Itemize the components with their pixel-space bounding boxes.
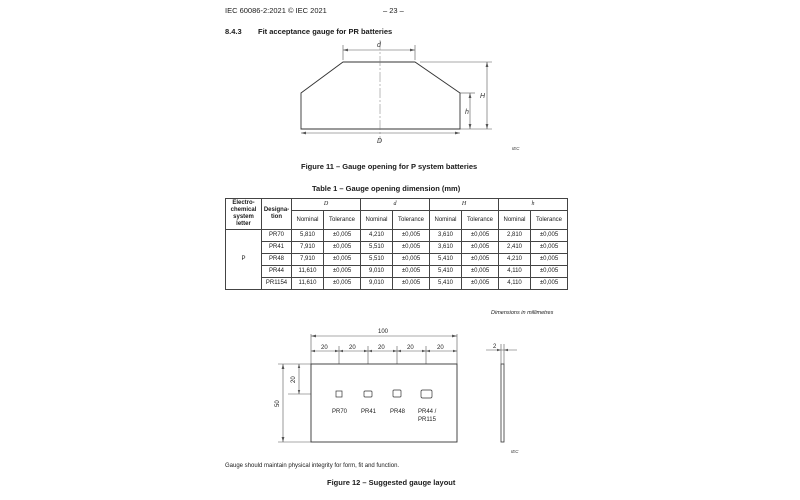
value-cell: ±0,005 bbox=[462, 266, 499, 278]
overall-width-label: 100 bbox=[378, 329, 389, 335]
system-letter-cell: P bbox=[226, 230, 262, 290]
spacing-label: 20 bbox=[378, 345, 385, 351]
label-d: d bbox=[377, 42, 381, 49]
opening-label-pr48: PR48 bbox=[390, 409, 406, 415]
opening-label-pr41: PR41 bbox=[361, 409, 377, 415]
designation-cell: PR41 bbox=[262, 242, 292, 254]
figure-11-gauge-opening bbox=[0, 0, 800, 160]
value-cell: ±0,005 bbox=[531, 254, 568, 266]
doc-reference: IEC 60086-2:2021 © IEC 2021 bbox=[225, 6, 327, 15]
table-row bbox=[226, 278, 568, 290]
table-row bbox=[226, 266, 568, 278]
value-cell: 4,210 bbox=[499, 254, 531, 266]
page-number: – 23 – bbox=[383, 6, 404, 15]
gauge-plate bbox=[311, 364, 457, 442]
header-H: H bbox=[430, 199, 499, 211]
value-cell: 11,610 bbox=[292, 266, 324, 278]
value-cell: ±0,005 bbox=[393, 278, 430, 290]
spacing-label: 20 bbox=[321, 345, 328, 351]
value-cell: ±0,005 bbox=[462, 230, 499, 242]
offset-label: 20 bbox=[291, 376, 297, 383]
subheader-nominal: Nominal bbox=[430, 211, 462, 230]
value-cell: 4,210 bbox=[361, 230, 393, 242]
table-row bbox=[226, 242, 568, 254]
opening-label-pr70: PR70 bbox=[332, 409, 348, 415]
gauge-opening-profile bbox=[301, 62, 460, 129]
value-cell: 2,810 bbox=[499, 230, 531, 242]
opening-pr48 bbox=[393, 390, 401, 397]
label-H: H bbox=[480, 93, 486, 100]
header-system-letter: Electro- chemical system letter bbox=[226, 199, 262, 230]
header-designation: Designa- tion bbox=[262, 199, 292, 230]
value-cell: 5,410 bbox=[430, 278, 462, 290]
value-cell: 5,510 bbox=[361, 242, 393, 254]
subheader-nominal: Nominal bbox=[499, 211, 531, 230]
subheader-nominal: Nominal bbox=[292, 211, 324, 230]
iec-mark: IEC bbox=[512, 146, 520, 151]
opening-pr44 bbox=[421, 390, 432, 398]
units-note: Dimensions in millimetres bbox=[491, 310, 554, 316]
value-cell: ±0,005 bbox=[393, 266, 430, 278]
designation-cell: PR1154 bbox=[262, 278, 292, 290]
gauge-opening-table bbox=[225, 198, 568, 290]
value-cell: 5,410 bbox=[430, 266, 462, 278]
value-cell: 9,010 bbox=[361, 266, 393, 278]
value-cell: ±0,005 bbox=[531, 242, 568, 254]
designation-cell: PR44 bbox=[262, 266, 292, 278]
header-d: d bbox=[361, 199, 430, 211]
value-cell: ±0,005 bbox=[531, 230, 568, 242]
figure-12-gauge-layout bbox=[0, 320, 800, 460]
value-cell: 3,610 bbox=[430, 242, 462, 254]
figure-11-caption: Figure 11 – Gauge opening for P system batteries bbox=[301, 162, 478, 171]
figure-12-caption: Figure 12 – Suggested gauge layout bbox=[327, 478, 456, 487]
value-cell: ±0,005 bbox=[531, 266, 568, 278]
value-cell: 7,910 bbox=[292, 254, 324, 266]
subheader-tolerance: Tolerance bbox=[393, 211, 430, 230]
value-cell: ±0,005 bbox=[324, 242, 361, 254]
designation-cell: PR48 bbox=[262, 254, 292, 266]
thickness-label: 2 bbox=[493, 344, 497, 350]
value-cell: ±0,005 bbox=[324, 230, 361, 242]
subheader-tolerance: Tolerance bbox=[324, 211, 361, 230]
value-cell: ±0,005 bbox=[531, 278, 568, 290]
value-cell: 11,610 bbox=[292, 278, 324, 290]
opening-label-pr44: PR44 / bbox=[418, 409, 437, 415]
height-label: 50 bbox=[275, 400, 281, 407]
value-cell: ±0,005 bbox=[462, 254, 499, 266]
gauge-side-view bbox=[501, 364, 504, 442]
table-row bbox=[226, 254, 568, 266]
spacing-label: 20 bbox=[437, 345, 444, 351]
value-cell: 4,110 bbox=[499, 278, 531, 290]
label-h: h bbox=[465, 109, 469, 116]
opening-pr70 bbox=[336, 391, 342, 397]
value-cell: 5,410 bbox=[430, 254, 462, 266]
value-cell: ±0,005 bbox=[393, 230, 430, 242]
value-cell: ±0,005 bbox=[324, 254, 361, 266]
designation-cell: PR70 bbox=[262, 230, 292, 242]
value-cell: 3,610 bbox=[430, 230, 462, 242]
section-title: Fit acceptance gauge for PR batteries bbox=[258, 27, 393, 36]
value-cell: 2,410 bbox=[499, 242, 531, 254]
gauge-note: Gauge should maintain physical integrity for form, fit and function. bbox=[225, 463, 400, 469]
value-cell: 5,510 bbox=[361, 254, 393, 266]
value-cell: ±0,005 bbox=[324, 266, 361, 278]
table-1-caption: Table 1 – Gauge opening dimension (mm) bbox=[312, 184, 461, 193]
spacing-label: 20 bbox=[407, 345, 414, 351]
opening-pr41 bbox=[364, 391, 372, 397]
iec-mark: IEC bbox=[511, 449, 519, 454]
value-cell: 9,010 bbox=[361, 278, 393, 290]
value-cell: 5,810 bbox=[292, 230, 324, 242]
label-D: D bbox=[377, 138, 383, 145]
value-cell: ±0,005 bbox=[462, 278, 499, 290]
value-cell: ±0,005 bbox=[393, 254, 430, 266]
header-D: D bbox=[292, 199, 361, 211]
section-number: 8.4.3 bbox=[225, 27, 242, 36]
value-cell: 7,910 bbox=[292, 242, 324, 254]
subheader-tolerance: Tolerance bbox=[531, 211, 568, 230]
spacing-label: 20 bbox=[349, 345, 356, 351]
table-row bbox=[226, 230, 568, 242]
header-h: h bbox=[499, 199, 568, 211]
subheader-tolerance: Tolerance bbox=[462, 211, 499, 230]
value-cell: ±0,005 bbox=[324, 278, 361, 290]
value-cell: ±0,005 bbox=[462, 242, 499, 254]
value-cell: 4,110 bbox=[499, 266, 531, 278]
opening-label-pr115: PR115 bbox=[418, 417, 436, 423]
value-cell: ±0,005 bbox=[393, 242, 430, 254]
subheader-nominal: Nominal bbox=[361, 211, 393, 230]
